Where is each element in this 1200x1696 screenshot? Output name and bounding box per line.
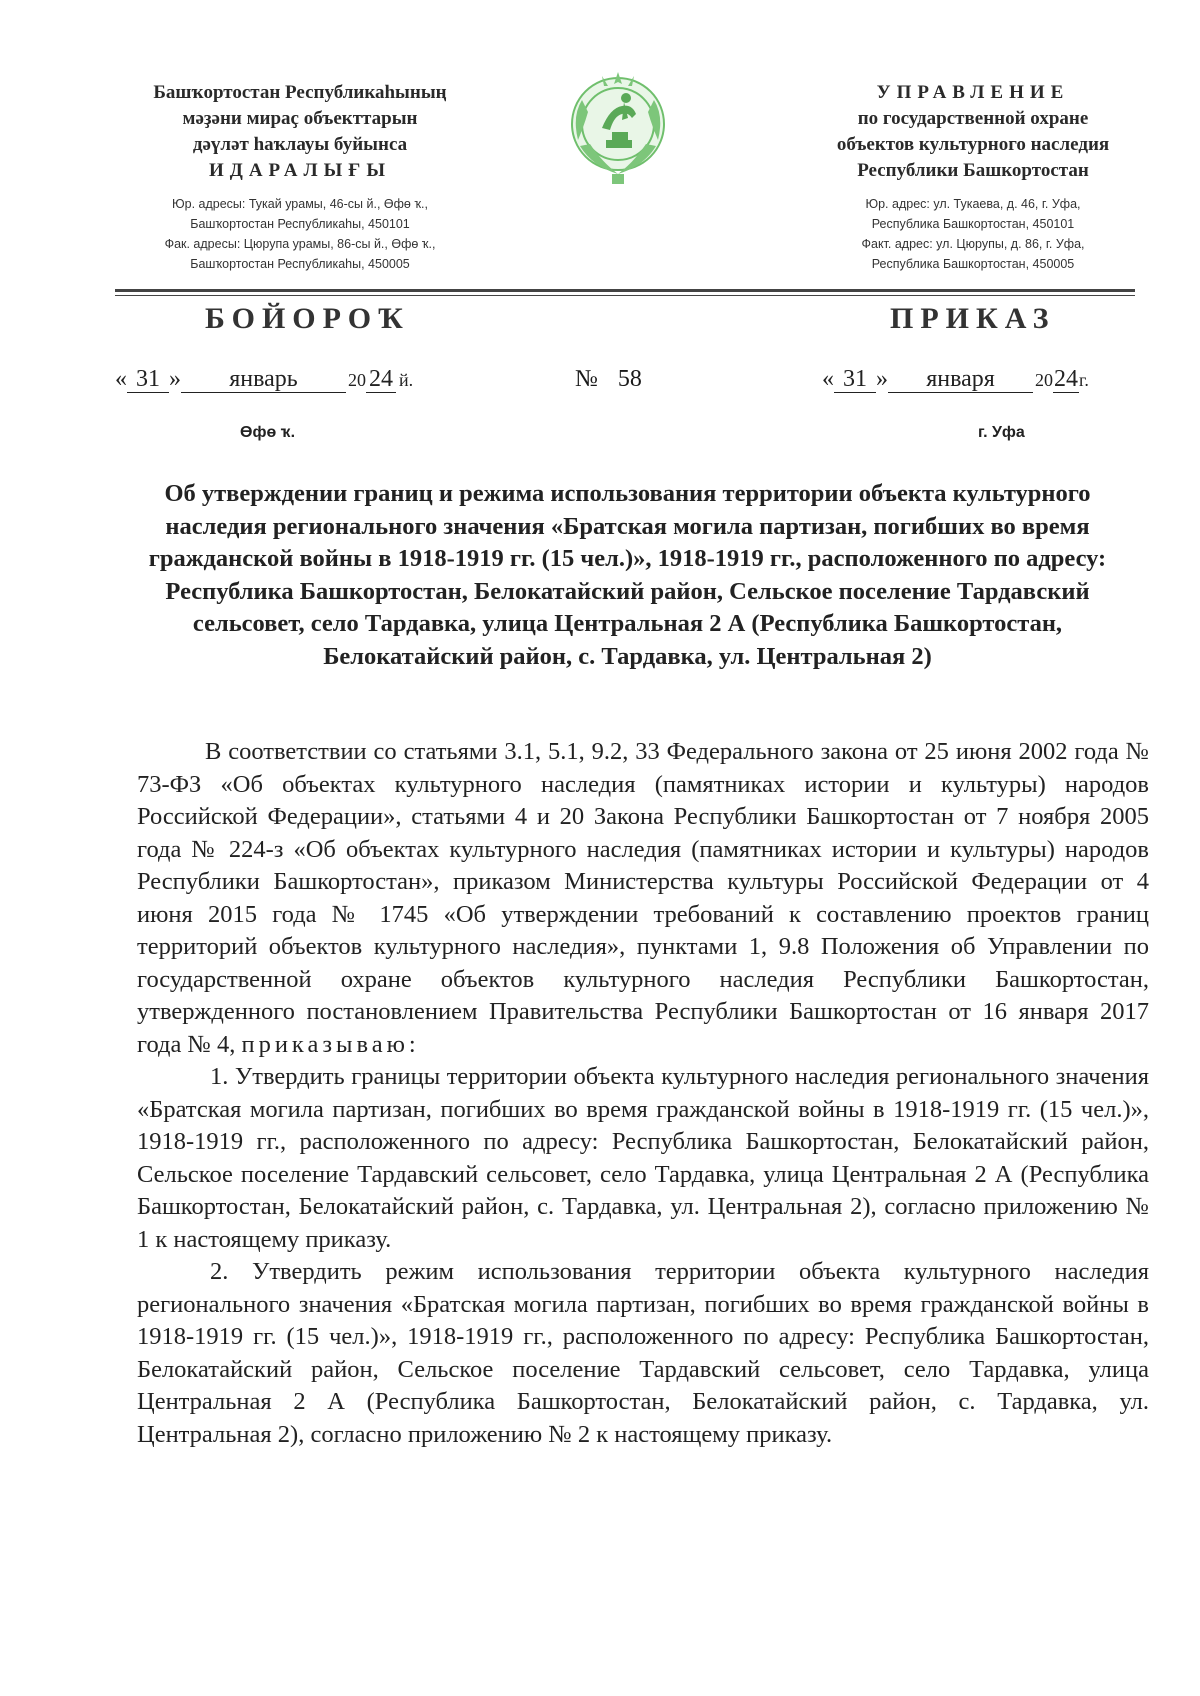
- date-year-prefix: 20: [1035, 370, 1053, 390]
- document-body: [137, 736, 1149, 1451]
- address-line: Республика Башкортостан, 450101: [871, 217, 1075, 231]
- address-line: Факт. адрес: ул. Цюрупы, д. 86, г. Уфа,: [861, 237, 1085, 251]
- order-word-bashkir: БОЙОРОҠ: [205, 302, 410, 335]
- quote-close: »: [169, 366, 181, 392]
- city-russian: г. Уфа: [978, 424, 1025, 441]
- document-title: Об утверждении границ и режима использования территории объекта культурного наследия регионального значения «Братская могила партизан, погибших во время гражданской войны в 1918-1919 гг. (15 чел.)», 1918-1919 гг., расположенного по адресу: Республика Башкортостан, Белокатайский район, Сельское поселение Тардавский сельсовет, село Тардавка, улица Центральная 2 А (Республика Башкортостан, Белокатайский район, с. Тардавка, ул. Центральная 2): [148, 480, 1107, 670]
- date-day: 31: [127, 367, 169, 393]
- org-name-line: по государственной охране: [857, 108, 1089, 129]
- date-year-mark: й.: [399, 370, 414, 390]
- date-year-prefix: 20: [348, 370, 366, 390]
- preamble-text: В соответствии со статьями 3.1, 5.1, 9.2, 33 Федерального закона от 25 июня 2002 года № 73-ФЗ «Об объектах культурного наследия (памятниках истории и культуры) народов Российской Федерации», статьями 4 и 20 Закона Республики Башкортостан от 7 ноября 2005 года № 224-з «Об объектах культурного наследия (памятниках истории и культуры) народов Республики Башкортостан», приказом Министерства культуры Российской Федерации от 4 июня 2015 года № 1745 «Об утверждении требований к составлению проектов границ территорий объектов культурного наследия», пунктами 1, 9.8 Положения об Управлении по государственной охране объектов культурного наследия Республики Башкортостан, утвержденного постановлением Правительства Республики Башкортостан от 16 января 2017 года № 4,: [137, 738, 1149, 1058]
- org-name-line: Республики Башкортостан: [857, 160, 1089, 181]
- date-year-suffix: 24: [1054, 366, 1078, 392]
- preamble-action: приказываю:: [241, 1030, 420, 1058]
- date-year-suffix: 24: [366, 367, 396, 393]
- org-name-line: ИДАРАЛЫҒЫ: [208, 160, 392, 181]
- preamble-paragraph: [137, 736, 1149, 1061]
- date-month: января: [888, 367, 1033, 393]
- address-line: Республика Башкортостан, 450005: [871, 257, 1075, 271]
- org-name-line: УПРАВЛЕНИЕ: [876, 82, 1070, 103]
- address-line: Фак. адресы: Цюрупа урамы, 86-сы й., Өфө ҡ.,: [164, 237, 436, 251]
- header-right-block: [758, 80, 1188, 274]
- org-name-line: Башҡортостан Республикаһының: [153, 82, 447, 103]
- date-year-mark: г.: [1079, 370, 1089, 390]
- address-line: Юр. адрес: ул. Тукаева, д. 46, г. Уфа,: [865, 197, 1081, 211]
- org-name-bashkir: [60, 80, 540, 184]
- org-address-bashkir: [60, 194, 540, 274]
- city-bashkir: Өфө ҡ.: [240, 424, 296, 441]
- order-date-bashkir: [115, 366, 413, 393]
- address-line: Башҡортостан Республикаһы, 450005: [190, 257, 410, 271]
- number-value: 58: [617, 366, 642, 392]
- list-item: 1. Утвердить границы территории объекта культурного наследия регионального значения «Братская могила партизан, погибших во время гражданской войны в 1918-1919 гг. (15 чел.)», 1918-1919 гг., расположенного по адресу: Республика Башкортостан, Белокатайский район, Сельское поселение Тардавский сельсовет, село Тардавка, улица Центральная 2 А (Республика Башкортостан, Белокатайский район, с. Тардавка, ул. Центральная 2), согласно приложению № 1 к настоящему приказу.: [137, 1063, 1149, 1253]
- org-name-line: дәүләт һаҡлауы буйынса: [192, 134, 408, 155]
- org-name-line: мәҙәни мираҫ объекттарын: [182, 108, 418, 129]
- address-line: Башҡортостан Республикаһы, 450101: [190, 217, 410, 231]
- quote-open: «: [115, 366, 127, 392]
- header-divider-thin: [115, 295, 1135, 296]
- number-sign: №: [575, 366, 598, 392]
- order-date-russian: [822, 366, 1089, 393]
- header-divider-thick: [115, 289, 1135, 292]
- address-line: Юр. адресы: Тукай урамы, 46-сы й., Өфө ҡ.,: [172, 197, 428, 211]
- header-left-block: [60, 80, 540, 274]
- bashkortostan-emblem-icon: [562, 66, 674, 186]
- date-day: 31: [834, 367, 876, 393]
- order-number: [575, 366, 642, 393]
- quote-close: »: [876, 366, 888, 392]
- quote-open: «: [822, 366, 834, 392]
- org-name-russian: [758, 80, 1188, 184]
- org-address-russian: [758, 194, 1188, 274]
- list-item: 2. Утвердить режим использования территории объекта культурного наследия регионального значения «Братская могила партизан, погибших во время гражданской войны в 1918-1919 гг. (15 чел.)», 1918-1919 гг., расположенного по адресу: Республика Башкортостан, Белокатайский район, Сельское поселение Тардавский сельсовет, село Тардавка, улица Центральная 2 А (Республика Башкортостан, Белокатайский район, с. Тардавка, ул. Центральная 2), согласно приложению № 2 к настоящему приказу.: [137, 1258, 1149, 1448]
- order-word-russian: ПРИКАЗ: [890, 302, 1056, 335]
- date-month: январь: [181, 367, 346, 393]
- org-name-line: объектов культурного наследия: [836, 134, 1110, 155]
